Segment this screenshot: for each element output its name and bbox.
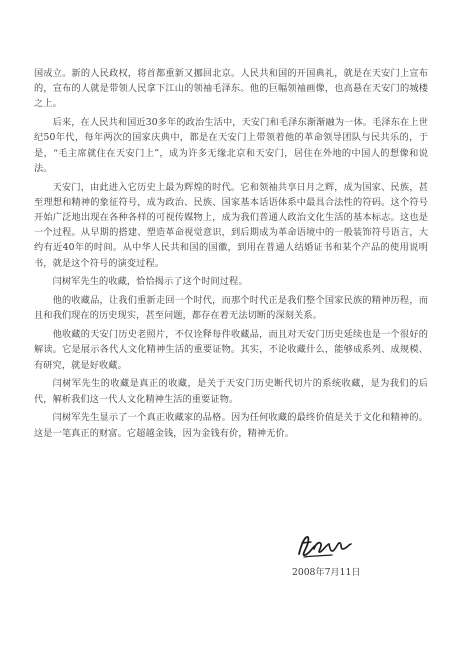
paragraph: 后来，在人民共和国近30多年的政治生活中，天安门和毛泽东渐渐融为一体。毛泽东在上世纪50年代，每年两次的国家庆典中，都是在天安门上带领着他的革命领导团队与民共乐的，于是，“毛主席就住在天安门上”，成为许多无缘北京和天安门，居住在外地的中国人的想像和说法。 xyxy=(34,117,428,174)
signature-date: 2008年7月11日 xyxy=(292,567,361,578)
paragraph: 闫树军先生的收藏是真正的收藏，是关于天安门历史断代切片的系统收藏，是为我们的后代，解析我们这一代人文化精神生活的重要证物。 xyxy=(34,378,428,405)
paragraph: 闫树军先生的收藏，恰恰揭示了这个时间过程。 xyxy=(52,276,248,288)
body-text xyxy=(34,66,428,444)
paragraph: 他收藏的天安门历史老照片，不仅诠释每件收藏品，而且对天安门历史延续也是一个很好的解读。它是展示各代人文化精神生活的重要证物。其实，不论收藏什么，能够成系列、成规模、有研究，就是好收藏。 xyxy=(34,329,428,371)
handwritten-signature xyxy=(296,531,354,561)
paragraph-continued: 国成立。新的人民政权，将首都重新又挪回北京。人民共和国的开国典礼，就是在天安门上宣布的，宣布的人就是带领人民拿下江山的领袖毛泽东。他的巨幅领袖画像，也高悬在天安门的城楼之上。 xyxy=(34,68,428,110)
paragraph: 他的收藏品，让我们重新走回一个时代，而那个时代正是我们整个国家民族的精神历程，而且和我们现在的历史现实，甚至问题，都存在着无法切断的深刻关系。 xyxy=(34,295,428,322)
paragraph: 闫树军先生显示了一个真正收藏家的品格。因为任何收藏的最终价值是关于文化和精神的。这是一笔真正的财富。它超越金钱，因为金钱有价，精神无价。 xyxy=(34,412,428,439)
paragraph: 天安门，由此进入它历史上最为辉煌的时代。它和领袖共享日月之辉，成为国家、民族，甚至理想和精神的象征符号，成为政治、民族、国家基本话语体系中最具合法性的符码。这个符号开始广泛地出现在各种各样的可视传媒物上，成为我们普通人政治文化生活的基本标志。这也是一个过程。从早期的搭建、塑造革命视觉意识，到后期成为革命语境中的一般装饰符号语言，大约有近40年的时间。从中华人民共和国的国徽，到用在普通人结婚证书和某个产品的使用说明书，就是这个符号的演变过程。 xyxy=(34,181,428,269)
